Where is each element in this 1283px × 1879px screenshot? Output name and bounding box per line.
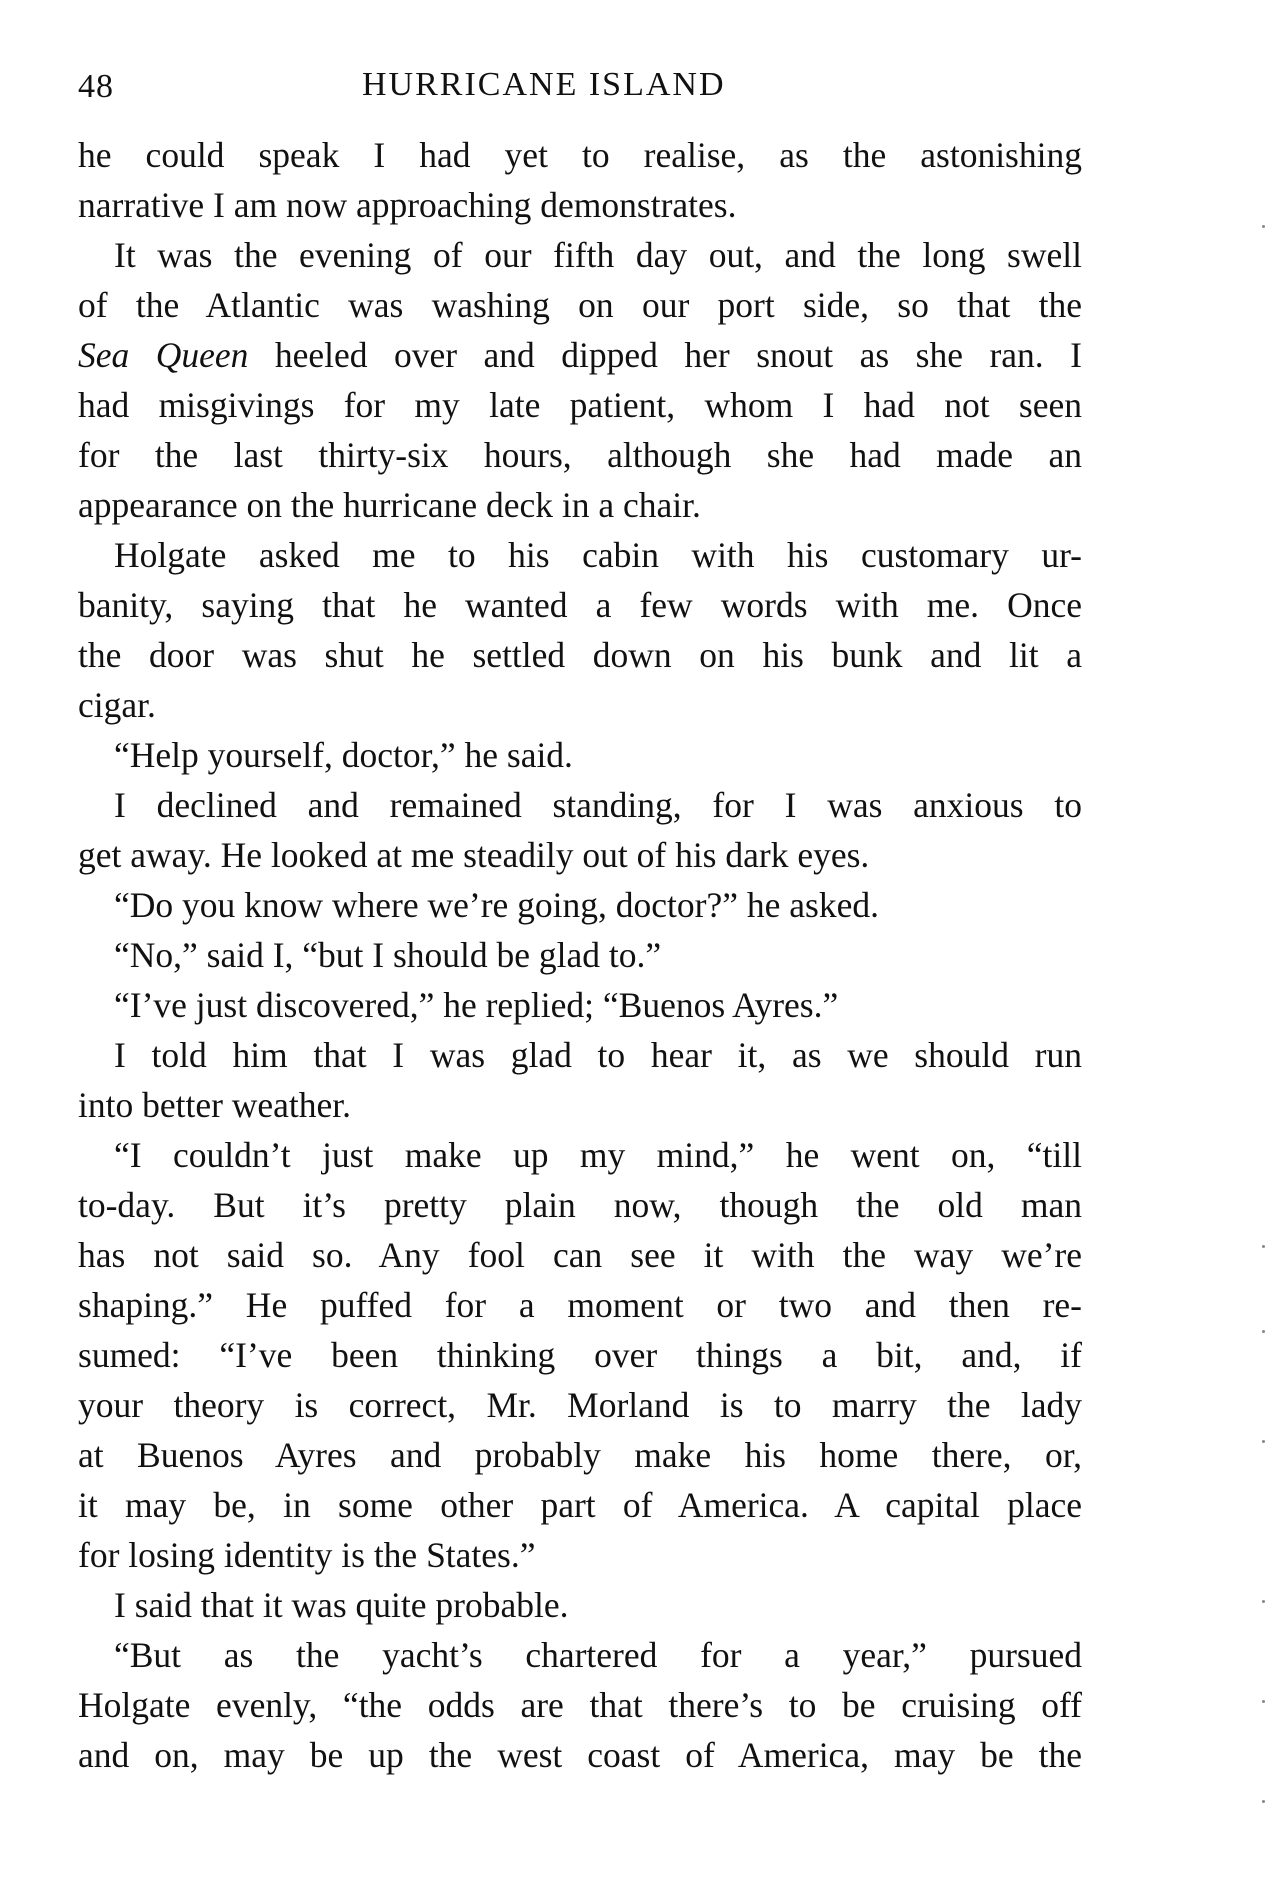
text-line: into better weather. — [78, 1085, 352, 1125]
scan-speck — [1262, 225, 1265, 228]
text-line: appearance on the hurricane deck in a chair. — [78, 485, 701, 525]
text-line: of the Atlantic was washing on our port side, so that the — [78, 285, 1082, 325]
text-line — [78, 330, 1082, 380]
body-text — [78, 130, 1082, 1780]
text-line: had misgivings for my late patient, whom I had not seen — [78, 385, 1082, 425]
scan-speck — [1262, 1330, 1265, 1333]
text-line: I said that it was quite probable. — [114, 1585, 569, 1625]
running-head: HURRICANE ISLAND — [362, 66, 726, 103]
text-line: “I’ve just discovered,” he replied; “Buenos Ayres.” — [114, 985, 839, 1025]
text-line: to-day. But it’s pretty plain now, though the old man — [78, 1185, 1082, 1225]
text-line: I told him that I was glad to hear it, as we should run — [114, 1035, 1082, 1075]
text-line: get away. He looked at me steadily out of his dark eyes. — [78, 835, 870, 875]
scan-speck — [1262, 1245, 1265, 1248]
page-number: 48 — [78, 68, 114, 105]
ship-name: Sea Queen — [78, 335, 249, 375]
text-line: for losing identity is the States.” — [78, 1535, 536, 1575]
text-line: narrative I am now approaching demonstrates. — [78, 185, 737, 225]
text-line: it may be, in some other part of America. A capital place — [78, 1485, 1082, 1525]
text-line: the door was shut he settled down on his bunk and lit a — [78, 635, 1082, 675]
text-line: he could speak I had yet to realise, as the astonishing — [78, 135, 1082, 175]
text-line: your theory is correct, Mr. Morland is to marry the lady — [78, 1385, 1082, 1425]
text-line: at Buenos Ayres and probably make his home there, or, — [78, 1435, 1082, 1475]
text-line: and on, may be up the west coast of America, may be the — [78, 1735, 1082, 1775]
scan-speck — [1262, 1600, 1265, 1603]
text-line: cigar. — [78, 685, 156, 725]
scan-speck — [1262, 1700, 1265, 1703]
text-line: Holgate evenly, “the odds are that there’s to be cruising off — [78, 1685, 1082, 1725]
text-line: has not said so. Any fool can see it with the way we’re — [78, 1235, 1082, 1275]
page-header — [78, 58, 1078, 108]
scan-speck — [1262, 1800, 1265, 1803]
text-line: “But as the yacht’s chartered for a year,” pursued — [114, 1635, 1082, 1675]
text-line: “Do you know where we’re going, doctor?” he asked. — [114, 885, 879, 925]
text-line: “No,” said I, “but I should be glad to.” — [114, 935, 662, 975]
text-line: for the last thirty-six hours, although she had made an — [78, 435, 1082, 475]
line-rest: heeled over and dipped her snout as she ran. I — [248, 335, 1082, 375]
text-line: Holgate asked me to his cabin with his customary ur- — [114, 535, 1082, 575]
text-line: “Help yourself, doctor,” he said. — [114, 735, 573, 775]
text-line: shaping.” He puffed for a moment or two and then re- — [78, 1285, 1082, 1325]
text-line: It was the evening of our fifth day out, and the long swell — [114, 235, 1082, 275]
text-line: I declined and remained standing, for I was anxious to — [114, 785, 1082, 825]
text-line: “I couldn’t just make up my mind,” he went on, “till — [114, 1135, 1082, 1175]
scan-speck — [1262, 1440, 1265, 1443]
text-line: sumed: “I’ve been thinking over things a bit, and, if — [78, 1335, 1082, 1375]
text-line: banity, saying that he wanted a few words with me. Once — [78, 585, 1082, 625]
